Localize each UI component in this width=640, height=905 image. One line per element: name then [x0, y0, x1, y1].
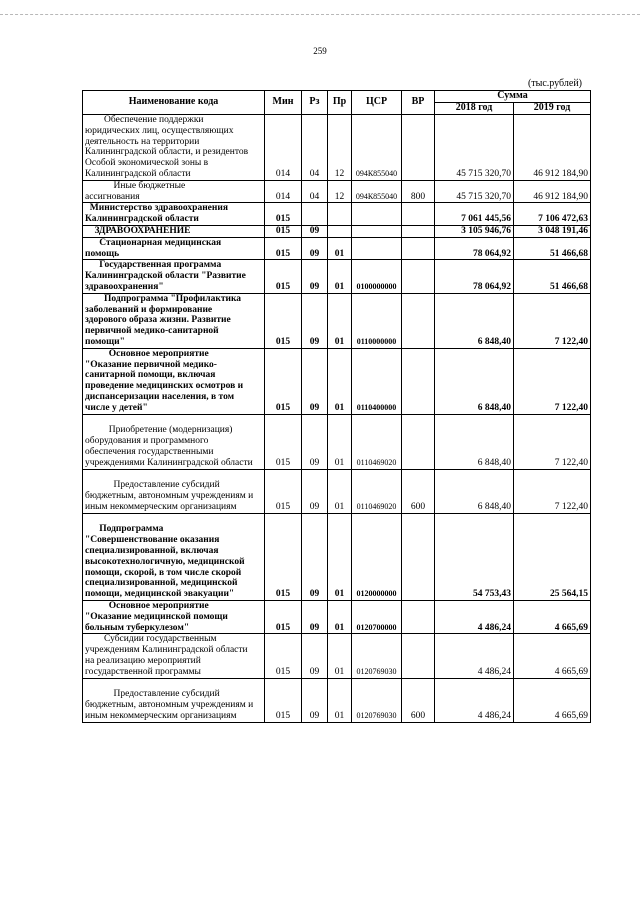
- row-sum-2018: 78 064,92: [435, 260, 514, 293]
- row-name: Подпрограмма "Совершенствование оказания специализированной, включая высокотехнологичную, медицинской помощи, скорой, в том числе скорой специализированной, медицинской помощи, медицинской эвакуации": [83, 513, 265, 600]
- row-sum-2018: 54 753,43: [435, 513, 514, 600]
- row-sum-2019: 4 665,69: [514, 634, 591, 678]
- row-vr: [402, 115, 435, 181]
- row-min: 014: [265, 180, 302, 203]
- row-sum-2018: 4 486,24: [435, 601, 514, 634]
- row-name: Подпрограмма "Профилактика заболеваний и формирование здорового образа жизни. Развитие первичной медико-санитарной помощи": [83, 293, 265, 348]
- row-csr: 094К855040: [352, 115, 402, 181]
- units-label: (тыс.рублей): [527, 78, 582, 89]
- header-sum: Сумма: [435, 91, 591, 103]
- header-name: Наименование кода: [83, 91, 265, 115]
- row-pr: 01: [328, 260, 352, 293]
- row-name: Министерство здравоохранения Калининградской области: [83, 203, 265, 226]
- page-number: 259: [313, 46, 327, 56]
- row-vr: [402, 601, 435, 634]
- row-rz: 09: [302, 678, 328, 722]
- row-vr: [402, 348, 435, 414]
- row-sum-2019: 46 912 184,90: [514, 180, 591, 203]
- table-row: [83, 469, 591, 513]
- table-row: [83, 348, 591, 414]
- row-min: 015: [265, 237, 302, 260]
- row-rz: [302, 203, 328, 226]
- row-sum-2018: 3 105 946,76: [435, 225, 514, 237]
- row-rz: 09: [302, 601, 328, 634]
- row-sum-2019: 4 665,69: [514, 601, 591, 634]
- row-sum-2018: 6 848,40: [435, 348, 514, 414]
- row-sum-2018: 4 486,24: [435, 634, 514, 678]
- row-min: 015: [265, 414, 302, 469]
- row-csr: 0120769030: [352, 678, 402, 722]
- row-vr: 800: [402, 180, 435, 203]
- table-row: [83, 180, 591, 203]
- row-min: 015: [265, 348, 302, 414]
- row-rz: 09: [302, 237, 328, 260]
- row-csr: 0110469020: [352, 469, 402, 513]
- row-name: Стационарная медицинская помощь: [83, 237, 265, 260]
- row-sum-2018: 6 848,40: [435, 414, 514, 469]
- row-vr: [402, 513, 435, 600]
- row-vr: 600: [402, 469, 435, 513]
- row-pr: 01: [328, 513, 352, 600]
- row-rz: 09: [302, 260, 328, 293]
- row-sum-2019: 7 106 472,63: [514, 203, 591, 226]
- row-sum-2019: 7 122,40: [514, 293, 591, 348]
- row-sum-2019: 7 122,40: [514, 414, 591, 469]
- row-pr: 01: [328, 348, 352, 414]
- row-sum-2019: 51 466,68: [514, 237, 591, 260]
- row-pr: [328, 203, 352, 226]
- row-csr: 0110000000: [352, 293, 402, 348]
- row-csr: 0110469020: [352, 414, 402, 469]
- row-sum-2018: 6 848,40: [435, 469, 514, 513]
- row-min: 015: [265, 260, 302, 293]
- row-rz: 09: [302, 225, 328, 237]
- row-min: 015: [265, 225, 302, 237]
- row-rz: 04: [302, 180, 328, 203]
- row-vr: 600: [402, 678, 435, 722]
- row-min: 015: [265, 634, 302, 678]
- row-vr: [402, 634, 435, 678]
- row-sum-2018: 7 061 445,56: [435, 203, 514, 226]
- header-pr: Пр: [328, 91, 352, 115]
- row-sum-2018: 45 715 320,70: [435, 180, 514, 203]
- row-name: Основное мероприятие "Оказание первичной медико- санитарной помощи, включая проведение медицинских осмотров и диспансеризации населения, в том числе у детей": [83, 348, 265, 414]
- row-min: 015: [265, 293, 302, 348]
- row-sum-2018: 78 064,92: [435, 237, 514, 260]
- header-min: Мин: [265, 91, 302, 115]
- row-min: 015: [265, 513, 302, 600]
- row-sum-2019: 4 665,69: [514, 678, 591, 722]
- row-name: Предоставление субсидий бюджетным, автономным учреждениям и иным некоммерческим организациям: [83, 678, 265, 722]
- row-pr: 01: [328, 414, 352, 469]
- row-rz: 09: [302, 414, 328, 469]
- row-name: Приобретение (модернизация) оборудования и программного обеспечения государственными учреждениями Калининградской области: [83, 414, 265, 469]
- header-rz: Рз: [302, 91, 328, 115]
- row-csr: 0100000000: [352, 260, 402, 293]
- header-vr: ВР: [402, 91, 435, 115]
- row-name: Обеспечение поддержки юридических лиц, осуществляющих деятельность на территории Калининградской области, и резидентов Особой экономической зоны в Калининградской области: [83, 115, 265, 181]
- row-sum-2019: 46 912 184,90: [514, 115, 591, 181]
- row-pr: 01: [328, 293, 352, 348]
- row-name: Государственная программа Калининградской области "Развитие здравоохранения": [83, 260, 265, 293]
- row-pr: 12: [328, 115, 352, 181]
- row-vr: [402, 293, 435, 348]
- row-csr: [352, 203, 402, 226]
- table-row: [83, 203, 591, 226]
- table-row: [83, 513, 591, 600]
- row-sum-2019: 7 122,40: [514, 469, 591, 513]
- row-sum-2018: 45 715 320,70: [435, 115, 514, 181]
- row-pr: 01: [328, 469, 352, 513]
- table-row: [83, 237, 591, 260]
- row-csr: 0110400000: [352, 348, 402, 414]
- row-rz: 04: [302, 115, 328, 181]
- row-rz: 09: [302, 469, 328, 513]
- row-csr: 0120700000: [352, 601, 402, 634]
- row-sum-2019: 7 122,40: [514, 348, 591, 414]
- row-vr: [402, 237, 435, 260]
- table-row: [83, 260, 591, 293]
- row-name: ЗДРАВООХРАНЕНИЕ: [83, 225, 265, 237]
- table-row: [83, 414, 591, 469]
- header-2019: 2019 год: [514, 103, 591, 115]
- row-name: Субсидии государственным учреждениям Калининградской области на реализацию мероприятий государственной программы: [83, 634, 265, 678]
- table-body: [83, 115, 591, 723]
- table-row: [83, 634, 591, 678]
- table-row: [83, 293, 591, 348]
- header-csr: ЦСР: [352, 91, 402, 115]
- budget-table: [82, 90, 591, 723]
- row-sum-2019: 51 466,68: [514, 260, 591, 293]
- row-csr: [352, 237, 402, 260]
- row-sum-2018: 6 848,40: [435, 293, 514, 348]
- row-csr: 0120769030: [352, 634, 402, 678]
- row-name: Иные бюджетные ассигнования: [83, 180, 265, 203]
- row-rz: 09: [302, 634, 328, 678]
- row-csr: 0120000000: [352, 513, 402, 600]
- table-row: [83, 115, 591, 181]
- row-vr: [402, 225, 435, 237]
- table-row: [83, 225, 591, 237]
- row-pr: 01: [328, 601, 352, 634]
- row-min: 015: [265, 469, 302, 513]
- row-pr: 01: [328, 237, 352, 260]
- row-rz: 09: [302, 293, 328, 348]
- row-min: 015: [265, 601, 302, 634]
- row-vr: [402, 414, 435, 469]
- row-min: 015: [265, 678, 302, 722]
- row-csr: [352, 225, 402, 237]
- row-sum-2019: 25 564,15: [514, 513, 591, 600]
- top-dashed-line: [0, 14, 640, 15]
- header-2018: 2018 год: [435, 103, 514, 115]
- row-pr: 12: [328, 180, 352, 203]
- row-name: Основное мероприятие "Оказание медицинской помощи больным туберкулезом": [83, 601, 265, 634]
- row-min: 014: [265, 115, 302, 181]
- table-row: [83, 678, 591, 722]
- row-pr: 01: [328, 678, 352, 722]
- table-row: [83, 601, 591, 634]
- row-pr: [328, 225, 352, 237]
- row-csr: 094К855040: [352, 180, 402, 203]
- row-sum-2019: 3 048 191,46: [514, 225, 591, 237]
- row-name: Предоставление субсидий бюджетным, автономным учреждениям и иным некоммерческим организациям: [83, 469, 265, 513]
- row-rz: 09: [302, 348, 328, 414]
- row-rz: 09: [302, 513, 328, 600]
- row-pr: 01: [328, 634, 352, 678]
- row-min: 015: [265, 203, 302, 226]
- row-sum-2018: 4 486,24: [435, 678, 514, 722]
- row-vr: [402, 260, 435, 293]
- row-vr: [402, 203, 435, 226]
